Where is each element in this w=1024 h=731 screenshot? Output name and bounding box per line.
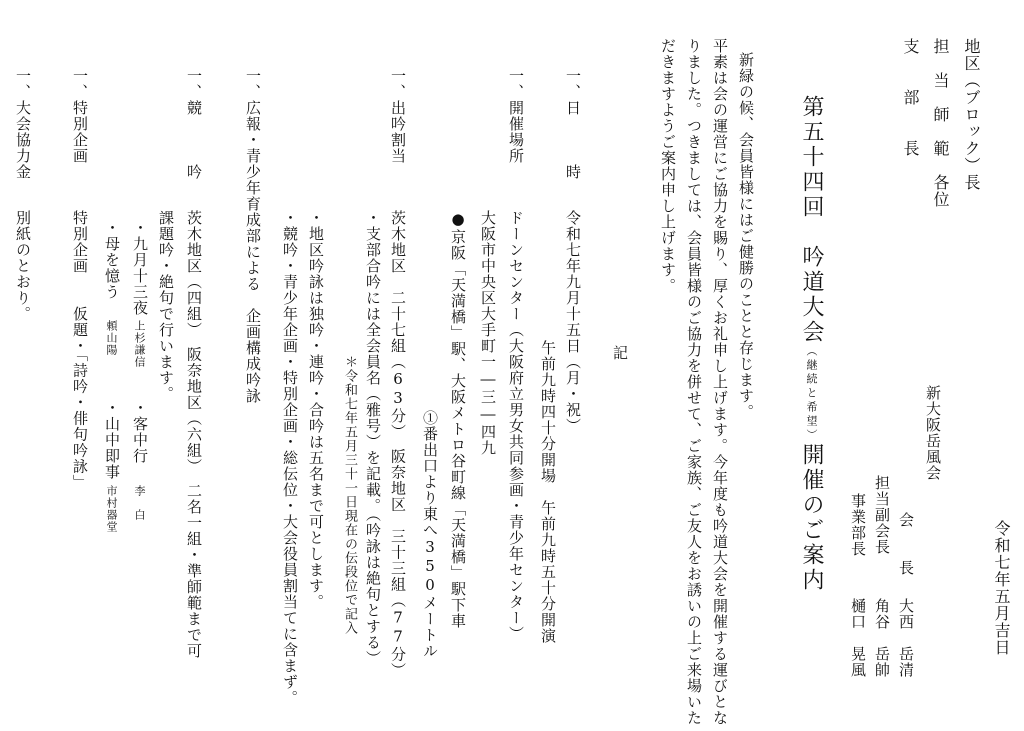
item-allocation-line1: 茨木地区 二十七組（63分） 阪奈地区 三十三組（77分） — [389, 210, 407, 679]
recipient-1: 地区（ブロック）長 — [962, 38, 981, 191]
item-allocation-bullet2: ・地区吟詠は独吟・連吟・合吟は五名まで可とします。 — [307, 210, 325, 610]
sender-org: 新大阪岳風会 — [924, 385, 942, 481]
item-contest-line1: 茨木地区（四組） 阪奈地区（六組） 二名一組・準師範まで可 — [185, 210, 203, 659]
item-contest-label: 一、競 吟 — [185, 68, 203, 180]
item-venue-exit: ①番出口より東へ350メートル — [421, 410, 439, 659]
item-allocation-label: 一、出吟割当 — [389, 68, 407, 164]
sender-name-2: 角谷 岳帥 — [873, 598, 891, 678]
recipient-3: 支 部 長 — [901, 38, 920, 157]
item-venue-access: ●京阪「天満橋」駅、大阪メトロ谷町線「天満橋」駅下車 — [449, 210, 467, 629]
item-venue-name: ドーンセンター（大阪府立男女共同参画・青少年センター） — [507, 210, 525, 642]
title-sub: （継続と希望） — [805, 345, 818, 443]
sender-name-3: 樋口 晃風 — [849, 598, 867, 678]
item-allocation-bullet3: ・競吟・青少年企画・特別企画・総伝位・大会役員割当てに含まず。 — [281, 210, 299, 706]
sender-role-3: 事業部長 — [849, 493, 867, 557]
item-special-label: 一、特別企画 — [71, 68, 89, 164]
poem-1-title2: ・客中行 — [131, 400, 149, 464]
item-contest-line2: 課題吟・絶句で行います。 — [157, 210, 175, 402]
item-allocation-bullet1: ・支部合吟には全会員名（雅号）を記載。（吟詠は絶句とする） — [364, 210, 382, 667]
item-special-value: 特別企画 仮題・「詩吟・俳句吟詠」 — [71, 210, 89, 491]
poem-1-author2: 李 白 — [133, 485, 146, 521]
poem-2-title: ・母を憶う — [103, 220, 121, 300]
item-date-detail: 午前九時四十分開場 午前九時五十分開演 — [539, 340, 557, 644]
item-allocation-note: ＊令和七年五月三十一日現在の伝段位で記入 — [342, 355, 357, 635]
poem-2-author: 頼山陽 — [105, 320, 118, 356]
item-venue-label: 一、開催場所 — [507, 68, 525, 164]
poem-1-author: 上杉謙信 — [133, 320, 146, 368]
sender-name-1: 大西 岳清 — [897, 598, 915, 678]
item-fee-label: 一、大会協力金 — [14, 68, 32, 180]
title-main: 第五十四回 吟道大会 — [799, 95, 824, 345]
item-date-value: 令和七年九月十五日（月・祝） — [564, 210, 582, 434]
poem-1-title: ・九月十三夜 — [131, 220, 149, 316]
sender-role-2: 担当副会長 — [873, 475, 891, 555]
title-tail: 開催のご案内 — [799, 443, 824, 593]
item-pr-label: 一、広報・青少年育成部による 企画構成吟詠 — [244, 68, 262, 404]
item-fee-value: 別紙のとおり。 — [14, 210, 32, 322]
greeting-line-3: りました。つきましては、会員皆様のご協力を併せて、ご家族、ご友人をお誘いの上ご来場いた — [685, 38, 703, 726]
poem-2-author2: 市村器堂 — [105, 485, 118, 533]
poem-2-title2: ・山中即事 — [103, 400, 121, 480]
recipient-2: 担 当 師 範 各位 — [931, 38, 950, 208]
page-title — [800, 95, 822, 593]
item-date-label: 一、日 時 — [564, 68, 582, 180]
greeting-line-1: 新緑の候、会員皆様にはご健勝のことと存じます。 — [737, 52, 755, 420]
ki-mark: 記 — [611, 345, 629, 361]
document-date: 令和七年五月吉日 — [992, 520, 1011, 656]
sender-role-1: 会 長 — [897, 512, 915, 576]
item-venue-address: 大阪市中央区大手町一―三―四九 — [479, 210, 497, 456]
greeting-line-4: だきますようご案内申し上げます。 — [659, 38, 677, 294]
greeting-line-2: 平素は会の運営にご協力を賜り、厚くお礼申し上げます。今年度も吟道大会を開催する運びとな — [711, 38, 729, 726]
